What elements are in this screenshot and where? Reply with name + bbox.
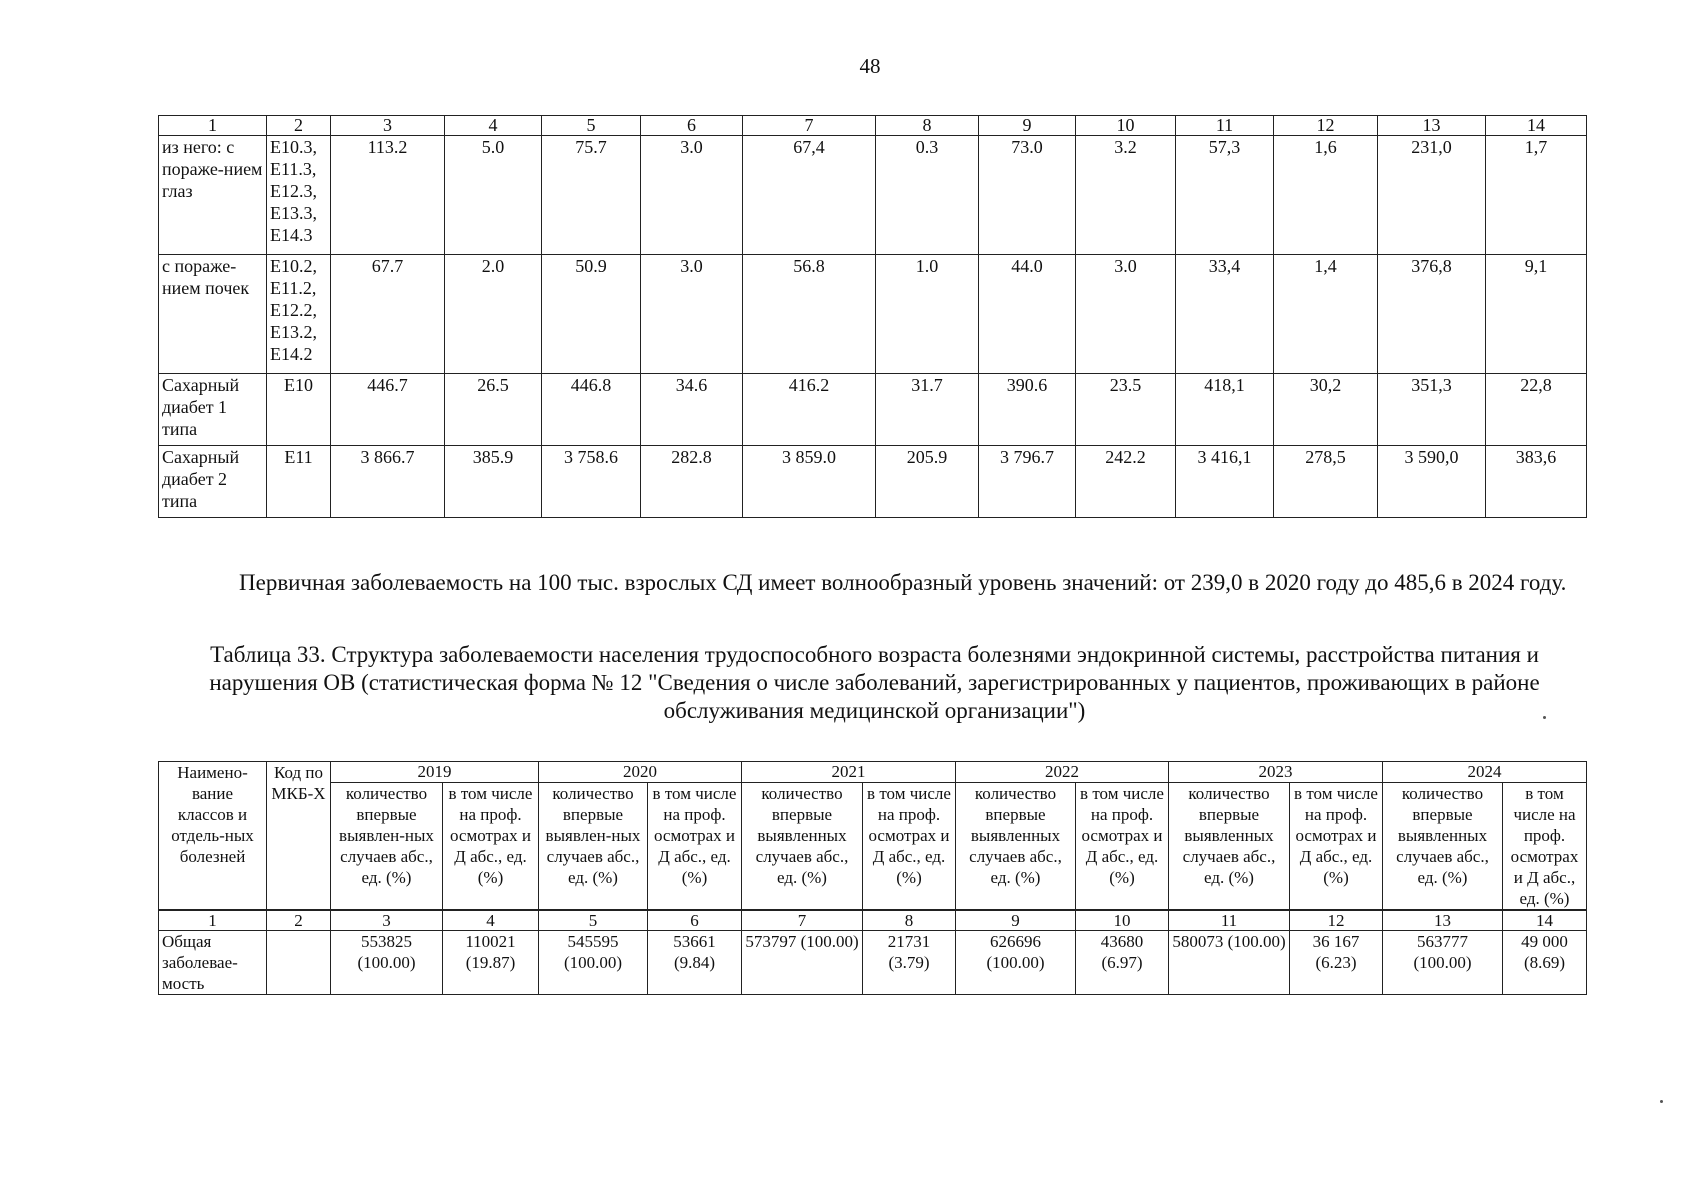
column-number-row [159,116,1587,136]
column-number: 2 [267,116,331,136]
table-cell: 110021 (19.87) [443,931,539,995]
icd-codes: E10.3, E11.3, E12.3, E13.3, E14.3 [267,136,331,255]
table-cell: 3.0 [641,136,743,255]
table-caption: Таблица 33. Структура заболеваемости населения трудоспособного возраста болезнями эндокринной системы, расстройства питания и нарушения ОВ (статистическая форма № 12 "Сведения о числе заболеваний, зарегистрированных у пациентов, проживающих в районе обслуживания медицинской организации") [209,642,1540,723]
table-cell: 34.6 [641,374,743,446]
subheader: в том числе на проф. осмотрах и Д абс., ед. (%) [1290,783,1383,911]
year-header: 2022 [956,762,1169,783]
table-cell: 383,6 [1486,446,1587,518]
table-cell: 23.5 [1076,374,1176,446]
table-cell: 3 758.6 [542,446,641,518]
column-number: 8 [876,116,979,136]
icd-codes: E10.2, E11.2, E12.2, E13.2, E14.2 [267,255,331,374]
column-number: 3 [331,910,443,931]
table-cell: 580073 (100.00) [1169,931,1290,995]
table-cell: 5.0 [445,136,542,255]
table-cell: 49 000 (8.69) [1503,931,1587,995]
subheader: количество впервые выявлен-ных случаев абс., ед. (%) [539,783,648,911]
table-cell: 113.2 [331,136,445,255]
table-cell: 3 859.0 [743,446,876,518]
table-row [159,446,1587,518]
table-cell: 446.8 [542,374,641,446]
column-number: 1 [159,910,267,931]
year-header-row [159,762,1587,783]
column-number: 14 [1503,910,1587,931]
table-cell: 573797 (100.00) [742,931,863,995]
table-cell: 626696 (100.00) [956,931,1076,995]
table-cell: 1.0 [876,255,979,374]
column-number: 5 [539,910,648,931]
column-number: 11 [1176,116,1274,136]
table-cell: 2.0 [445,255,542,374]
column-number: 9 [979,116,1076,136]
subheader: количество впервые выявленных случаев абс., ед. (%) [1383,783,1503,911]
table-cell: 30,2 [1274,374,1378,446]
column-number-row [159,910,1587,931]
table-cell: 278,5 [1274,446,1378,518]
year-header: 2020 [539,762,742,783]
table-cell: 75.7 [542,136,641,255]
table-cell: 242.2 [1076,446,1176,518]
table-cell: 57,3 [1176,136,1274,255]
table-row [159,255,1587,374]
column-number: 12 [1290,910,1383,931]
column-number: 13 [1378,116,1486,136]
table-cell: 390.6 [979,374,1076,446]
table-cell: 3 416,1 [1176,446,1274,518]
subheader: количество впервые выявленных случаев абс., ед. (%) [742,783,863,911]
table-cell: 3.0 [641,255,743,374]
column-number: 7 [742,910,863,931]
column-number: 2 [267,910,331,931]
table-cell: 205.9 [876,446,979,518]
body-paragraph: Первичная заболеваемость на 100 тыс. взрослых СД имеет волнообразный уровень значений: от 239,0 в 2020 году до 485,6 в 2024 году. [239,570,1567,595]
column-number: 10 [1076,910,1169,931]
column-header-code: Код по МКБ-Х [267,762,331,911]
column-number: 5 [542,116,641,136]
table-cell: 282.8 [641,446,743,518]
icd-codes: E10 [267,374,331,446]
diabetes-incidence-table [158,115,1587,518]
table-cell: 351,3 [1378,374,1486,446]
table-row [159,931,1587,995]
table-cell: 56.8 [743,255,876,374]
table-cell: 53661 (9.84) [648,931,742,995]
column-number: 6 [648,910,742,931]
table-cell: 1,6 [1274,136,1378,255]
scan-speck [1660,1100,1663,1103]
table-cell: 446.7 [331,374,445,446]
column-number: 10 [1076,116,1176,136]
row-name: Общая заболевае-мость [159,931,267,995]
column-number: 13 [1383,910,1503,931]
table-cell: 31.7 [876,374,979,446]
subheader: в том числе на проф. осмотрах и Д абс., ед. (%) [1503,783,1587,911]
column-number: 9 [956,910,1076,931]
table-cell: 36 167 (6.23) [1290,931,1383,995]
subheader: количество впервые выявленных случаев абс., ед. (%) [1169,783,1290,911]
table-cell: 26.5 [445,374,542,446]
scan-speck [1543,716,1546,719]
table-cell: 3 866.7 [331,446,445,518]
table-cell: 43680 (6.97) [1076,931,1169,995]
subheader: в том числе на проф. осмотрах и Д абс., ед. (%) [648,783,742,911]
table-cell: 385.9 [445,446,542,518]
table-cell: 416.2 [743,374,876,446]
page-number: 48 [859,54,881,78]
table-cell: 1,4 [1274,255,1378,374]
table-cell: 33,4 [1176,255,1274,374]
table-cell: 50.9 [542,255,641,374]
table-cell: 376,8 [1378,255,1486,374]
table-row [159,136,1587,255]
column-number: 8 [863,910,956,931]
table-cell: 44.0 [979,255,1076,374]
subheader: в том числе на проф. осмотрах и Д абс., ед. (%) [443,783,539,911]
table-cell: 73.0 [979,136,1076,255]
table-cell: 0.3 [876,136,979,255]
year-header: 2024 [1383,762,1587,783]
table-cell: 67.7 [331,255,445,374]
table-cell: 22,8 [1486,374,1587,446]
column-number: 14 [1486,116,1587,136]
table-cell: 231,0 [1378,136,1486,255]
column-number: 12 [1274,116,1378,136]
column-number: 1 [159,116,267,136]
icd-codes [267,931,331,995]
column-number: 7 [743,116,876,136]
table-row [159,374,1587,446]
table-cell: 563777 (100.00) [1383,931,1503,995]
year-header: 2021 [742,762,956,783]
table-cell: 3.0 [1076,255,1176,374]
column-number: 6 [641,116,743,136]
year-header: 2023 [1169,762,1383,783]
column-number: 11 [1169,910,1290,931]
row-name: из него: с пораже-нием глаз [159,136,267,255]
icd-codes: E11 [267,446,331,518]
row-name: Сахарный диабет 2 типа [159,446,267,518]
table-cell: 545595 (100.00) [539,931,648,995]
table-cell: 3 796.7 [979,446,1076,518]
row-name: с пораже-нием почек [159,255,267,374]
endocrine-morbidity-table [158,761,1587,995]
subheader: в том числе на проф. осмотрах и Д абс., ед. (%) [1076,783,1169,911]
table-cell: 9,1 [1486,255,1587,374]
column-number: 4 [443,910,539,931]
column-number: 4 [445,116,542,136]
table-cell: 1,7 [1486,136,1587,255]
column-header-name: Наимено-вание классов и отдель-ных болезней [159,762,267,911]
column-number: 3 [331,116,445,136]
subheader-row [159,783,1587,911]
table-cell: 67,4 [743,136,876,255]
subheader: количество впервые выявленных случаев абс., ед. (%) [956,783,1076,911]
subheader: в том числе на проф. осмотрах и Д абс., ед. (%) [863,783,956,911]
table-cell: 3 590,0 [1378,446,1486,518]
table-cell: 553825 (100.00) [331,931,443,995]
row-name: Сахарный диабет 1 типа [159,374,267,446]
table-cell: 3.2 [1076,136,1176,255]
year-header: 2019 [331,762,539,783]
table-cell: 418,1 [1176,374,1274,446]
table-cell: 21731 (3.79) [863,931,956,995]
subheader: количество впервые выявлен-ных случаев абс., ед. (%) [331,783,443,911]
